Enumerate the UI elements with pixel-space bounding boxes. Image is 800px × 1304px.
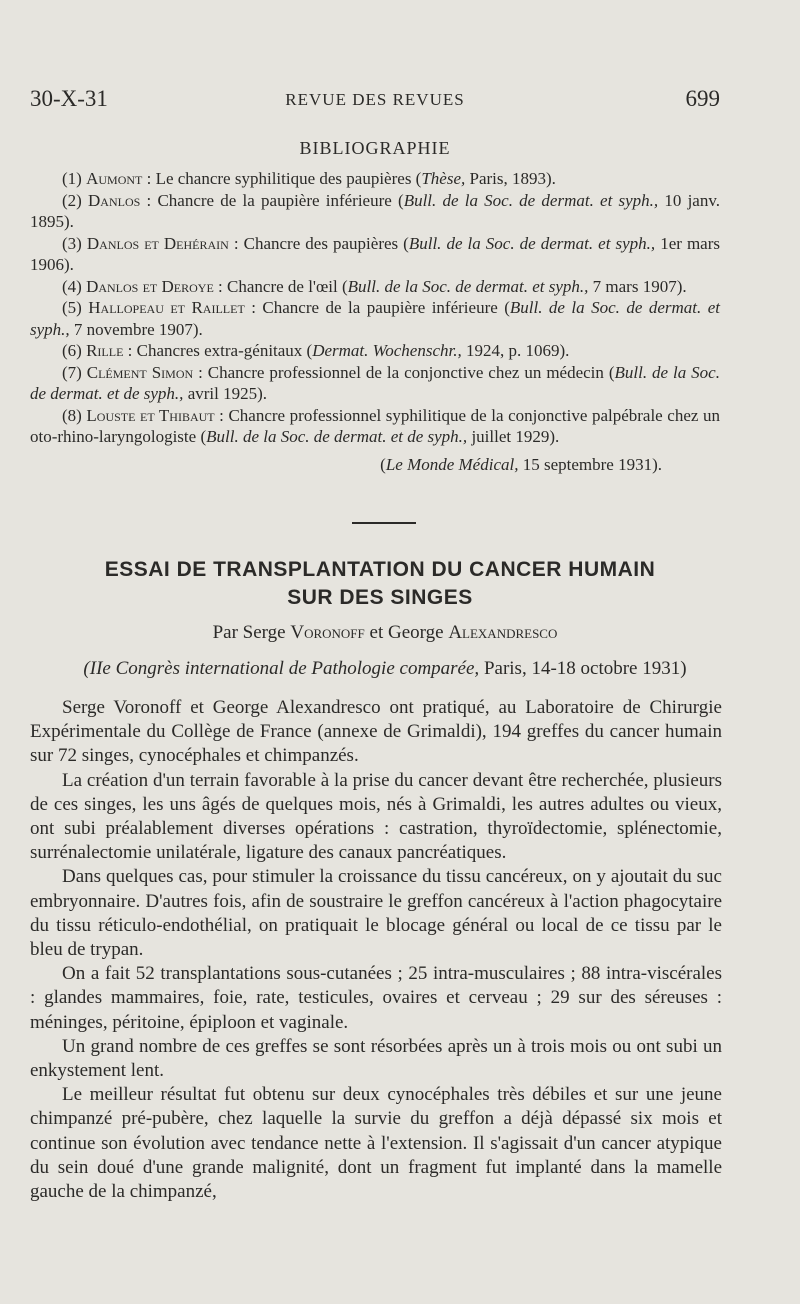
bibliography-entry: (2) Danlos : Chancre de la paupière inférieure (Bull. de la Soc. de dermat. et syph., 10 janv. 1895). — [30, 190, 721, 231]
page-number: 699 — [685, 86, 720, 111]
body-paragraph: Le meilleur résultat fut obtenu sur deux cynocéphales très débiles et sur une jeune chimpanzé pré-pubère, chez laquelle la survie du greffon a déjà dépassé six mois et continue son évolution avec tendance nette à l'extension. Il s'agissait d'un cancer atypique du sein doué d'une grande malignité, dont un fragment fut implanté dans la mamelle gauche de la chimpanzé, — [30, 1084, 722, 1203]
bibliography-entry: (6) Rille : Chancres extra-génitaux (Dermat. Wochenschr., 1924, p. 1069). — [62, 341, 570, 360]
body-paragraph: La création d'un terrain favorable à la prise du cancer devant être recherchée, plusieurs de ces singes, les uns âgés de quelques mois, nés à Grimaldi, les autres adultes ou vieux, ont subi préalablement diverses opérations : castration, thyroïdectomie, splénectomie, surrénalectomie unilatérale, ligature des canaux pancréatiques. — [30, 769, 722, 864]
bibliography-entry: (7) Clément Simon : Chancre professionnel de la conjonctive chez un médecin (Bull. de la Soc. de dermat. et de syph., avril 1925). — [30, 362, 720, 403]
bibliography-entry: (1) Aumont : Le chancre syphilitique des paupières (Thèse, Paris, 1893). — [62, 169, 556, 188]
bibliography-list — [30, 168, 720, 475]
body-paragraph: Serge Voronoff et George Alexandresco ont pratiqué, au Laboratoire de Chirurgie Expérimentale du Collège de France (annexe de Grimaldi), 194 greffes du cancer humain sur 72 singes, cynocéphales et chimpanzés. — [30, 697, 722, 767]
article-title: ESSAI DE TRANSPLANTATION DU CANCER HUMAIN SUR DES SINGES — [104, 558, 656, 609]
bibliography-source: (Le Monde Médical, 15 septembre 1931). — [380, 454, 662, 474]
running-header — [30, 86, 720, 116]
section-divider — [352, 522, 416, 524]
bibliography-entry: (8) Louste et Thibaut : Chancre professionnel syphilitique de la conjonctive palpébrale chez un oto-rhino-laryngologiste (Bull. de la Soc. de dermat. et de syph., juillet 1929). — [30, 405, 720, 446]
article-source: (IIe Congrès international de Pathologie comparée, Paris, 14-18 octobre 1931) — [83, 658, 687, 679]
bibliography-entry: (3) Danlos et Dehérain : Chancre des paupières (Bull. de la Soc. de dermat. et syph., 1er mars 1906). — [30, 233, 720, 274]
body-paragraph: Dans quelques cas, pour stimuler la croissance du tissu cancéreux, on y ajoutait du suc embryonnaire. D'autres fois, afin de soustraire le greffon cancéreux à l'action phagocytaire du tissu réticulo-endothélial, on pratiquait le blocage général ou local de ce tissu par le bleu de trypan. — [30, 866, 722, 961]
article-body — [30, 696, 722, 1204]
body-paragraph: Un grand nombre de ces greffes se sont résorbées après un à trois mois ou ont subi un enkystement lent. — [30, 1035, 722, 1082]
body-paragraph: On a fait 52 transplantations sous-cutanées ; 25 intra-musculaires ; 88 intra-viscérales : glandes mammaires, foie, rate, testicules, ovaires et cerveau ; 29 sur des séreuses : méninges, péritoine, épiploon et vaginale. — [30, 963, 722, 1033]
bibliography-title: BIBLIOGRAPHIE — [299, 138, 451, 158]
bibliography-entry: (5) Hallopeau et Raillet : Chancre de la paupière inférieure (Bull. de la Soc. de dermat. et syph., 7 novembre 1907). — [30, 298, 720, 339]
journal-title: REVUE DES REVUES — [285, 90, 465, 109]
bibliography-entry: (4) Danlos et Deroye : Chancre de l'œil (Bull. de la Soc. de dermat. et syph., 7 mars 1907). — [62, 276, 687, 296]
issue-date: 30-X-31 — [30, 86, 108, 111]
article-authors: Par Serge Voronoff et George Alexandresco — [212, 622, 558, 643]
